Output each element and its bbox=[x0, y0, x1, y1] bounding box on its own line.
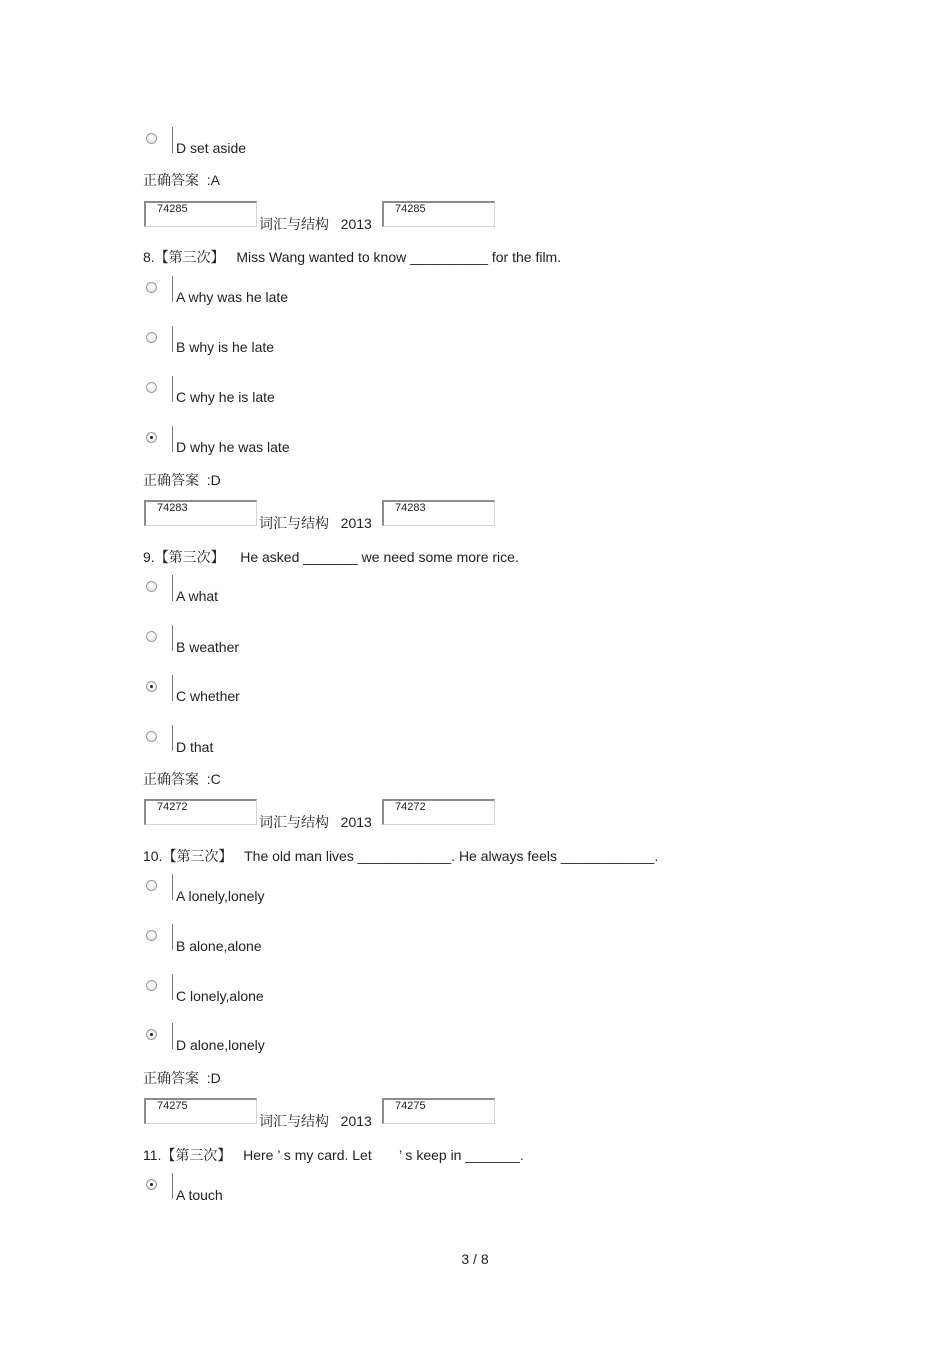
option-divider bbox=[172, 575, 173, 601]
question-text: 11.【第三次】 Here ’ s my card. Let ’ s keep in _______. bbox=[143, 1147, 524, 1163]
option-label: A why was he late bbox=[176, 289, 289, 305]
option-label: B weather bbox=[176, 639, 240, 655]
option-divider bbox=[172, 376, 173, 402]
radio-option-b[interactable] bbox=[146, 332, 157, 343]
correct-answer: 正确答案 :C bbox=[143, 771, 221, 787]
option-divider bbox=[172, 127, 173, 153]
category-label: 词汇与结构 2013 bbox=[259, 1113, 372, 1129]
option-label: C why he is late bbox=[176, 389, 275, 405]
question-text: 10.【第三次】 The old man lives ____________. He always feels ____________. bbox=[143, 848, 659, 864]
question-text: 8.【第三次】 Miss Wang wanted to know __________ for the film. bbox=[143, 249, 562, 265]
question-id-field[interactable]: 74275 bbox=[144, 1098, 257, 1124]
option-label: D set aside bbox=[176, 140, 247, 156]
option-divider bbox=[172, 924, 173, 950]
option-label: D that bbox=[176, 739, 214, 755]
radio-option-c[interactable] bbox=[146, 980, 157, 991]
option-label: A touch bbox=[176, 1187, 223, 1203]
radio-option-d[interactable] bbox=[146, 1029, 157, 1040]
option-divider bbox=[172, 276, 173, 302]
option-divider bbox=[172, 625, 173, 651]
radio-option-a[interactable] bbox=[146, 1179, 157, 1190]
radio-option-b[interactable] bbox=[146, 631, 157, 642]
option-divider bbox=[172, 326, 173, 352]
category-label: 词汇与结构 2013 bbox=[259, 814, 372, 830]
option-divider bbox=[172, 974, 173, 1000]
radio-option-d[interactable] bbox=[146, 731, 157, 742]
radio-option-a[interactable] bbox=[146, 581, 157, 592]
page-number: 3 / 8 bbox=[461, 1251, 489, 1267]
radio-option-a[interactable] bbox=[146, 282, 157, 293]
option-divider bbox=[172, 675, 173, 701]
category-label: 词汇与结构 2013 bbox=[259, 216, 372, 232]
correct-answer: 正确答案 :D bbox=[143, 472, 221, 488]
question-text: 9.【第三次】 He asked _______ we need some more rice. bbox=[143, 549, 519, 565]
option-label: C lonely,alone bbox=[176, 988, 264, 1004]
correct-answer: 正确答案 :A bbox=[143, 172, 221, 188]
option-divider bbox=[172, 1023, 173, 1049]
question-id-field-right[interactable]: 74283 bbox=[382, 500, 495, 526]
option-label: B why is he late bbox=[176, 339, 275, 355]
option-label: D alone,lonely bbox=[176, 1037, 265, 1053]
question-id-field-right[interactable]: 74272 bbox=[382, 799, 495, 825]
radio-option-d[interactable] bbox=[146, 432, 157, 443]
option-label: A what bbox=[176, 588, 219, 604]
option-label: D why he was late bbox=[176, 439, 290, 455]
radio-option-b[interactable] bbox=[146, 930, 157, 941]
question-id-field[interactable]: 74272 bbox=[144, 799, 257, 825]
category-label: 词汇与结构 2013 bbox=[259, 515, 372, 531]
option-divider bbox=[172, 1173, 173, 1199]
option-divider bbox=[172, 874, 173, 900]
question-id-field-right[interactable]: 74285 bbox=[382, 201, 495, 227]
question-id-field-right[interactable]: 74275 bbox=[382, 1098, 495, 1124]
option-divider bbox=[172, 725, 173, 751]
option-label: C whether bbox=[176, 688, 240, 704]
question-id-field[interactable]: 74285 bbox=[144, 201, 257, 227]
option-divider bbox=[172, 426, 173, 452]
radio-option-c[interactable] bbox=[146, 681, 157, 692]
correct-answer: 正确答案 :D bbox=[143, 1070, 221, 1086]
radio-option-d[interactable] bbox=[146, 133, 157, 144]
radio-option-c[interactable] bbox=[146, 382, 157, 393]
option-label: A lonely,lonely bbox=[176, 888, 265, 904]
option-label: B alone,alone bbox=[176, 938, 262, 954]
radio-option-a[interactable] bbox=[146, 880, 157, 891]
question-id-field[interactable]: 74283 bbox=[144, 500, 257, 526]
